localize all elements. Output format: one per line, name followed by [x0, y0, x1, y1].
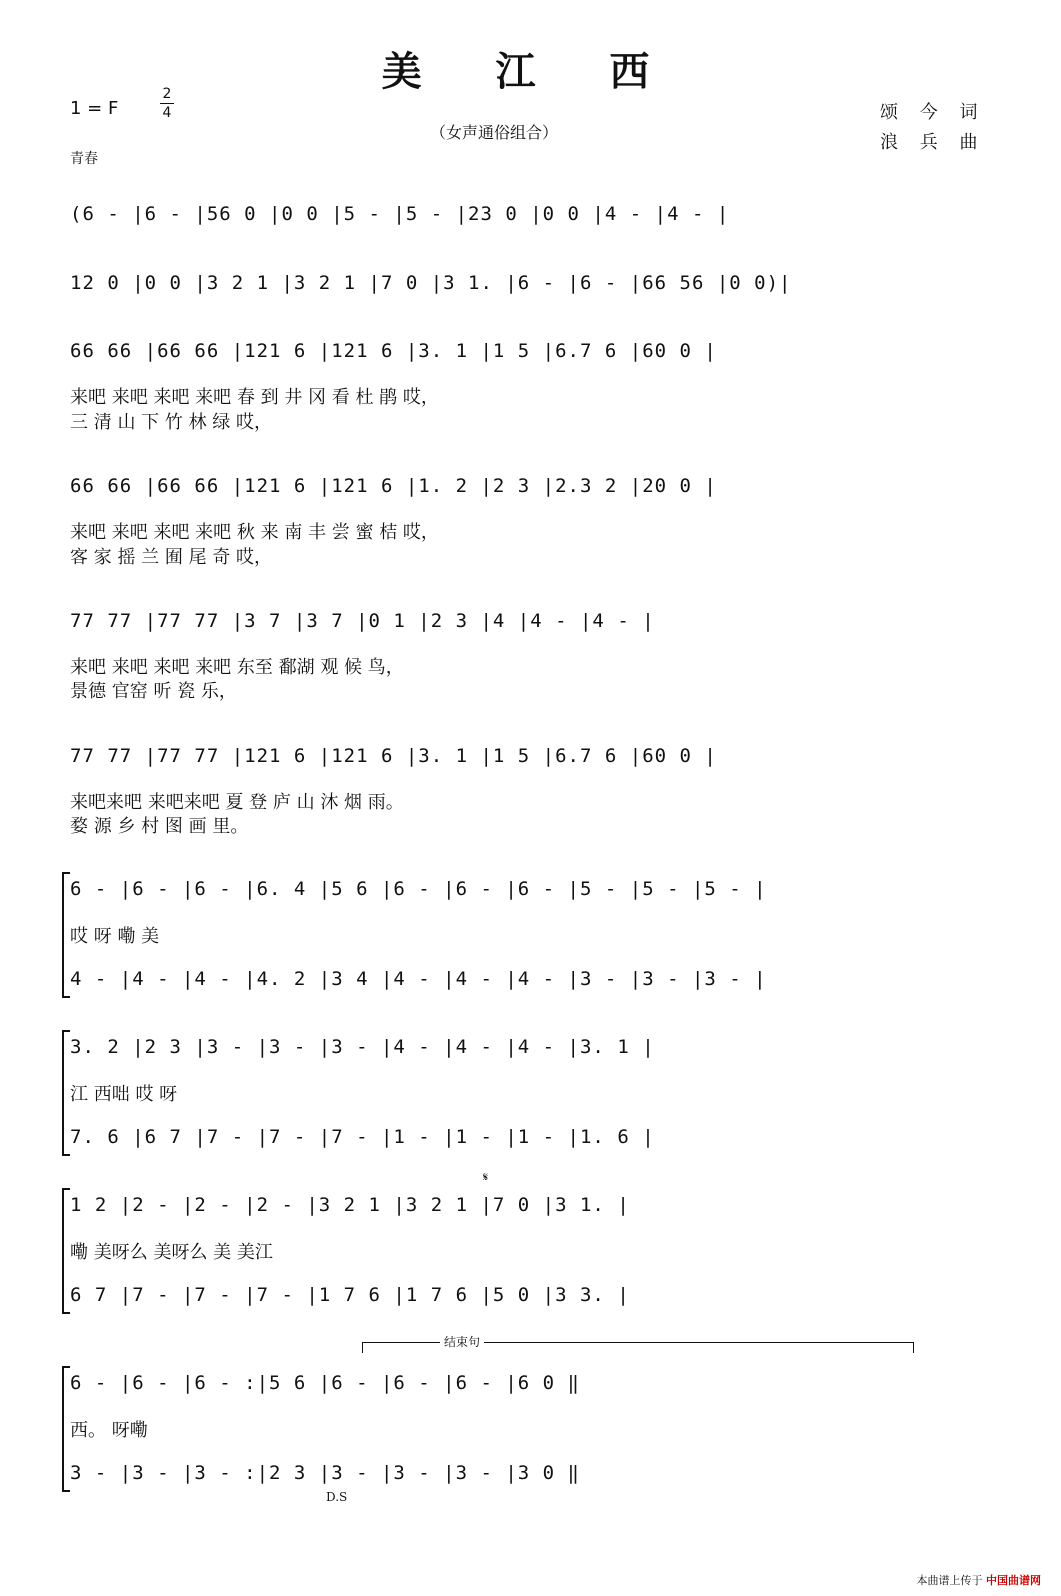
composer: 浪 兵 曲	[880, 132, 986, 153]
score-line-6: 77 77 |77 77 |121 6 |121 6 |3. 1 |1 5 |6.7 6 |60 0 |	[70, 745, 717, 767]
footer-label: 本曲谱上传于	[916, 1574, 983, 1587]
meter-bar	[160, 103, 174, 104]
lyrics-line-7: 来吧来吧 来吧来吧 夏 登 庐 山 沐 烟 雨。	[70, 792, 404, 813]
time-signature	[160, 86, 174, 121]
meter-bottom: 4	[162, 105, 172, 121]
meter-top: 2	[162, 86, 172, 102]
score-line-12: 6 7 |7 - |7 - |7 - |1 7 6 |1 7 6 |5 0 |3 3. |	[70, 1284, 630, 1306]
lyrics-line-2: 三 清 山 下 竹 林 绿 哎，	[70, 412, 273, 433]
score-line-4: 66 66 |66 66 |121 6 |121 6 |1. 2 |2 3 |2.3 2 |20 0 |	[70, 475, 717, 497]
score-line-7: 6 - |6 - |6 - |6. 4 |5 6 |6 - |6 - |6 - |5 - |5 - |5 - |	[70, 878, 767, 900]
lyrics-line-11: 嘞 美呀么 美呀么 美 美江	[70, 1242, 273, 1263]
page-title: 美 江 西	[381, 48, 680, 95]
score-line-13: 6 - |6 - |6 - :|5 6 |6 - |6 - |6 - |6 0 ‖	[70, 1372, 580, 1394]
lyrics-line-8: 婺 源 乡 村 图 画 里。	[70, 816, 249, 837]
lyricist: 颂 今 词	[880, 102, 986, 123]
score-line-10: 7. 6 |6 7 |7 - |7 - |7 - |1 - |1 - |1 - |1. 6 |	[70, 1126, 655, 1148]
footer-credit	[917, 1572, 1042, 1588]
lyrics-line-4: 客 家 摇 兰 囿 尾 奇 哎，	[70, 547, 273, 568]
tempo-style: 青春	[70, 151, 98, 167]
score-line-2: 12 0 |0 0 |3 2 1 |3 2 1 |7 0 |3 1. |6 - |6 - |66 56 |0 0)|	[70, 272, 792, 294]
score-line-14: 3 - |3 - |3 - :|2 3 |3 - |3 - |3 - |3 0 ‖	[70, 1462, 580, 1484]
score-line-3: 66 66 |66 66 |121 6 |121 6 |3. 1 |1 5 |6.7 6 |60 0 |	[70, 340, 717, 362]
footer-site: 中国曲谱网	[986, 1574, 1041, 1587]
system-brace-1	[62, 872, 70, 998]
lyrics-line-3: 来吧 来吧 来吧 来吧 秋 来 南 丰 尝 蜜 桔 哎，	[70, 522, 439, 543]
end-phrase-label: 结束句	[440, 1333, 484, 1350]
lyrics-line-5: 来吧 来吧 来吧 来吧 东至 鄱湖 观 候 鸟，	[70, 657, 404, 678]
lyrics-line-10: 江 西咄 哎 呀	[70, 1084, 178, 1105]
ds-mark: D.S	[326, 1490, 348, 1504]
lyrics-line-6: 景德 官窑 听 瓷 乐，	[70, 681, 237, 702]
score-line-11: 1 2 |2 - |2 - |2 - |3 2 1 |3 2 1 |7 0 |3 1. |	[70, 1194, 630, 1216]
lyrics-line-12: 西。 呀嘞	[70, 1420, 148, 1441]
system-brace-3	[62, 1188, 70, 1314]
system-brace-2	[62, 1030, 70, 1156]
lyrics-line-9: 哎 呀 嘞 美	[70, 926, 160, 947]
score-line-8: 4 - |4 - |4 - |4. 2 |3 4 |4 - |4 - |4 - |3 - |3 - |3 - |	[70, 968, 767, 990]
key-signature: 1 = F	[70, 98, 119, 119]
system-brace-4	[62, 1366, 70, 1492]
segno-mark: 𝄋	[483, 1170, 489, 1184]
score-line-5: 77 77 |77 77 |3 7 |3 7 |0 1 |2 3 |4 |4 - |4 - |	[70, 610, 655, 632]
lyrics-line-1: 来吧 来吧 来吧 来吧 春 到 井 冈 看 杜 鹃 哎，	[70, 387, 439, 408]
score-line-9: 3. 2 |2 3 |3 - |3 - |3 - |4 - |4 - |4 - |3. 1 |	[70, 1036, 655, 1058]
subtitle: （女声通俗组合）	[430, 123, 559, 142]
score-line-1: (6 - |6 - |56 0 |0 0 |5 - |5 - |23 0 |0 0 |4 - |4 - |	[70, 203, 730, 225]
